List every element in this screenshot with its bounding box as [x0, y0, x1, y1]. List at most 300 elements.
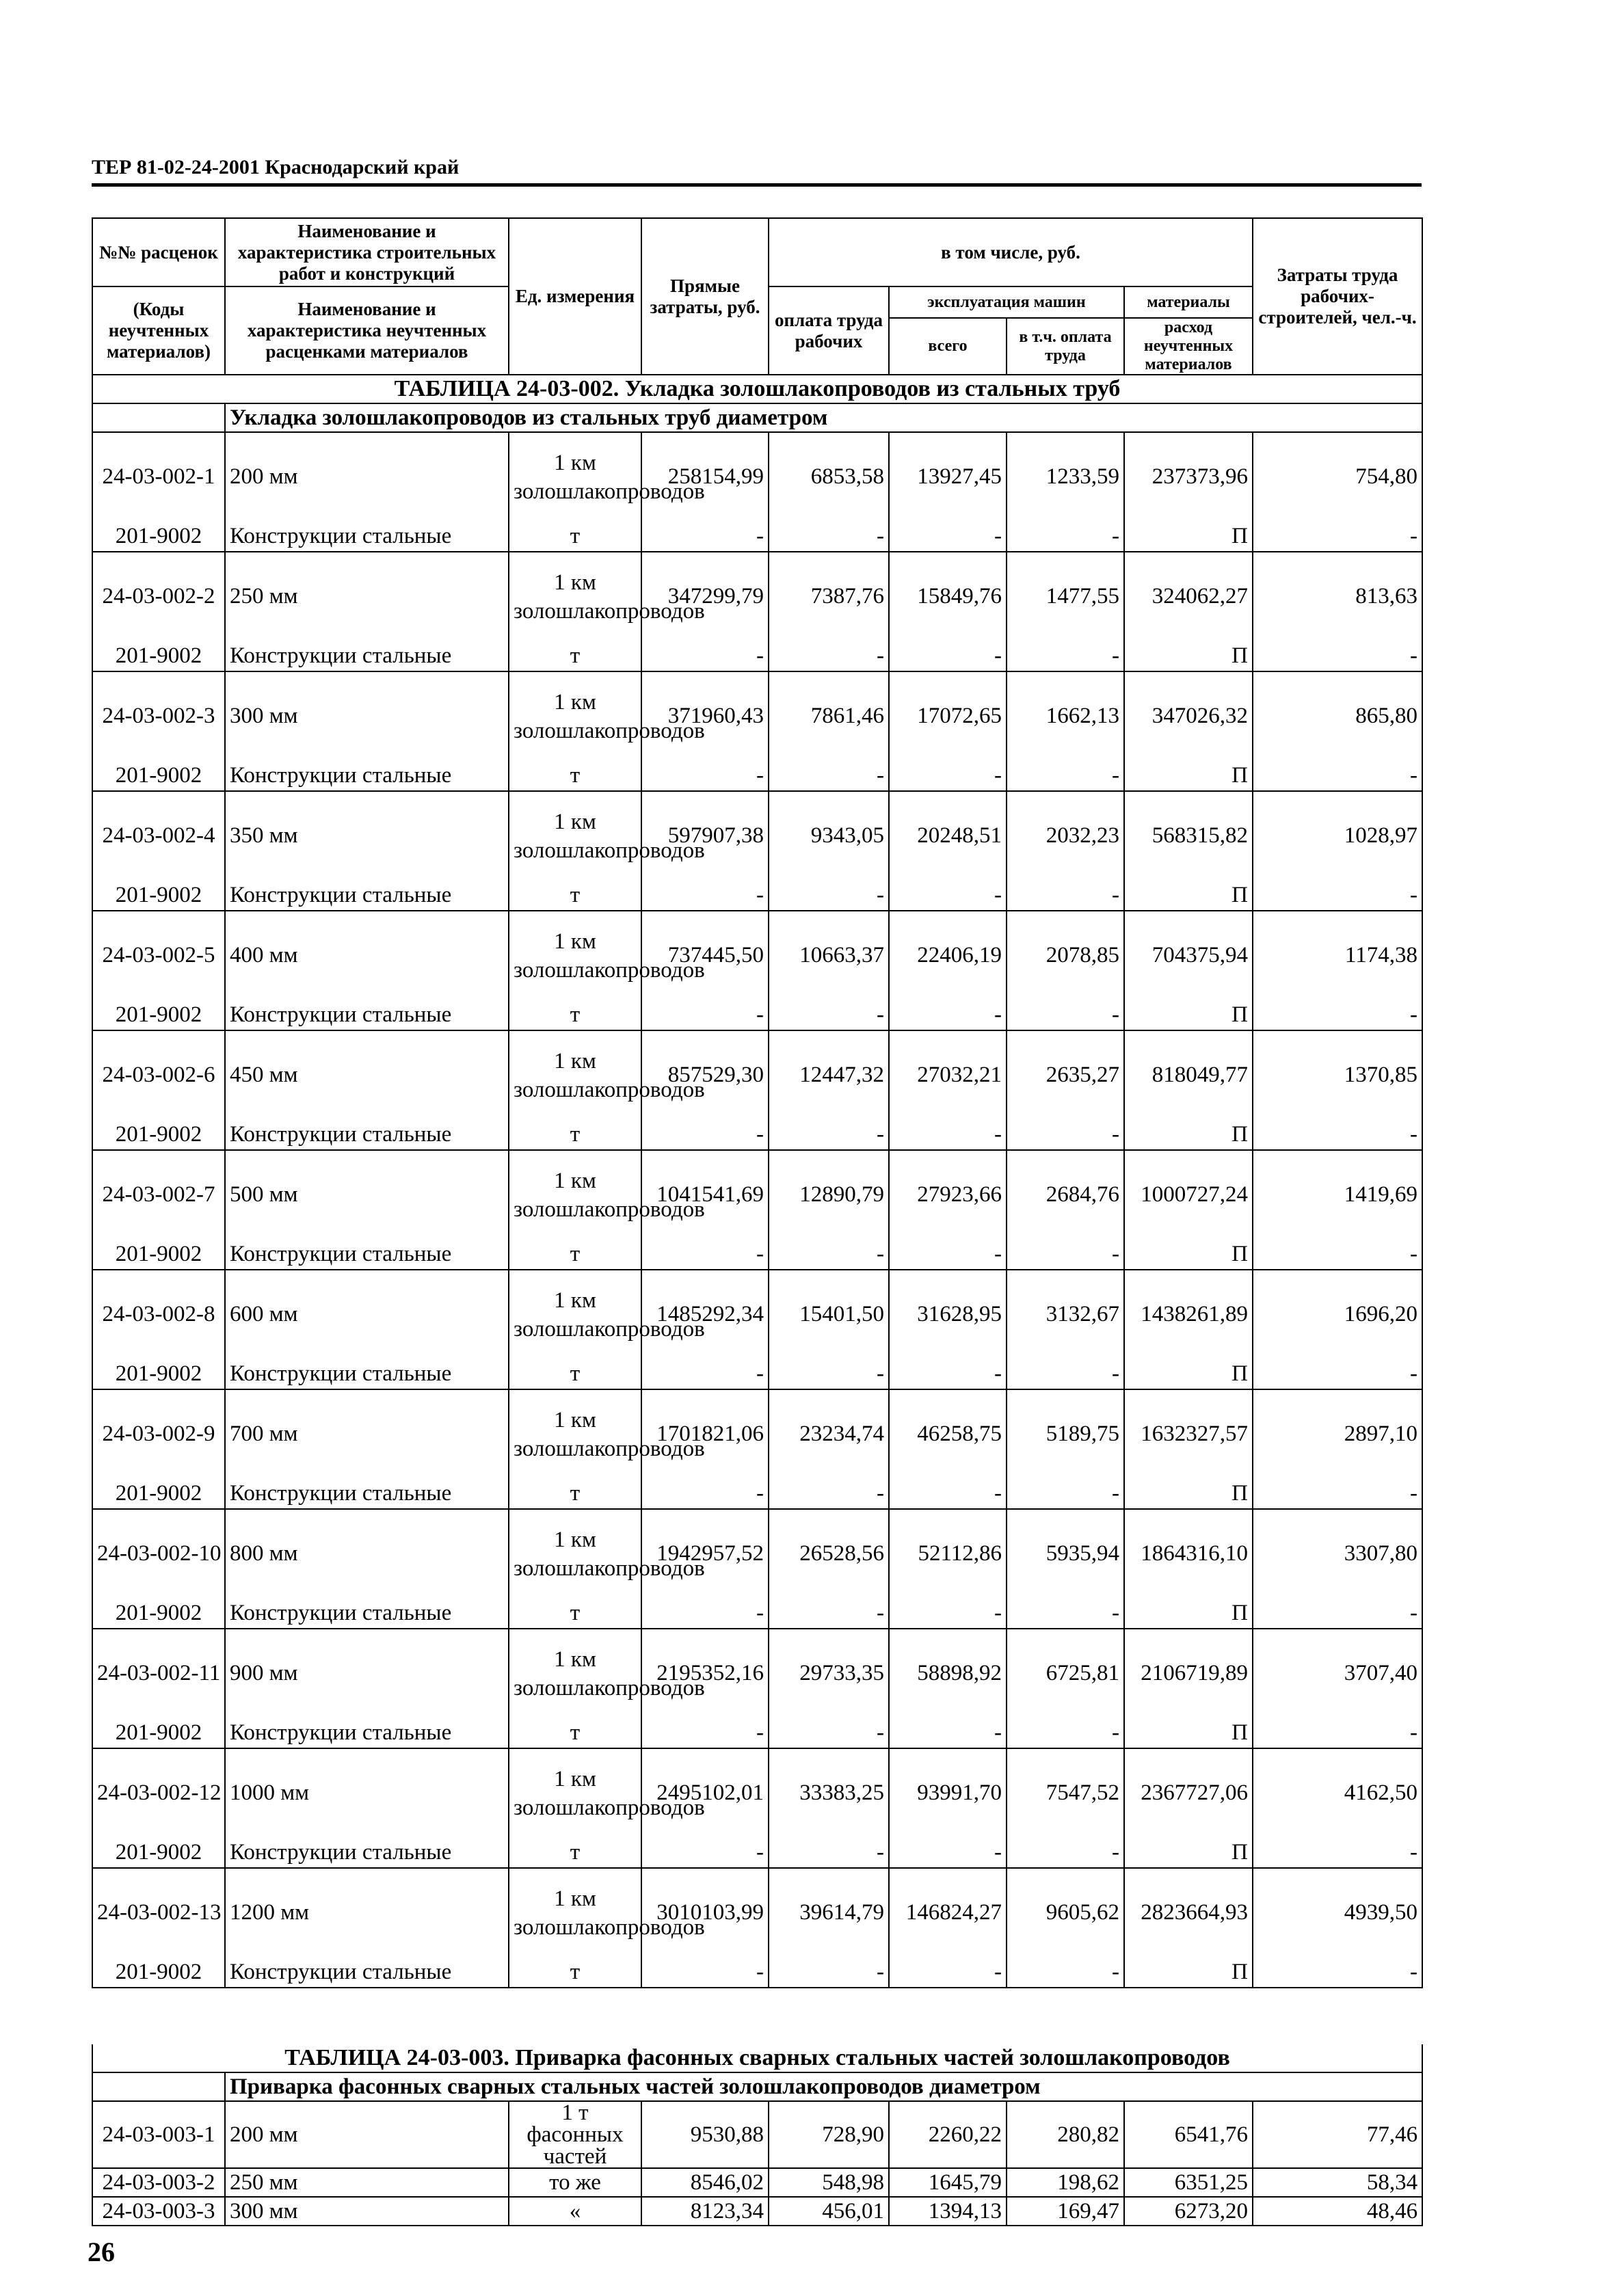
col-header-machines: эксплуатация машин [889, 286, 1124, 318]
material-row [92, 641, 1422, 671]
material-name: Конструкции стальные [225, 1119, 509, 1150]
material-unit: т [509, 641, 641, 671]
dash: - [769, 1837, 889, 1868]
table-row [92, 671, 1422, 760]
table-title: ТАБЛИЦА 24-03-002. Укладка золошлакопроводов из стальных труб [92, 375, 1422, 403]
work-name: 350 мм [225, 791, 509, 880]
unit: 1 км золошлакопроводов [509, 1629, 641, 1718]
rate-code: 24-03-002-13 [92, 1868, 225, 1957]
labor-hours: 4939,50 [1253, 1868, 1422, 1957]
table-row [92, 2168, 1422, 2197]
dash: - [641, 1239, 769, 1270]
col-header-machines-total: всего [889, 318, 1007, 375]
material-row [92, 760, 1422, 791]
dash: - [769, 1718, 889, 1748]
dash: - [1253, 1837, 1422, 1868]
material-mark: П [1124, 1119, 1253, 1150]
material-name: Конструкции стальные [225, 1837, 509, 1868]
labor-hours: 813,63 [1253, 552, 1422, 641]
unit: то же [509, 2168, 641, 2197]
direct-cost: 258154,99 [641, 432, 769, 521]
machines-total: 13927,45 [889, 432, 1007, 521]
dash: - [889, 1598, 1007, 1629]
table-row [92, 791, 1422, 880]
materials: 324062,27 [1124, 552, 1253, 641]
material-name: Конструкции стальные [225, 1359, 509, 1389]
machines-total: 17072,65 [889, 671, 1007, 760]
material-mark: П [1124, 1837, 1253, 1868]
material-name: Конструкции стальные [225, 760, 509, 791]
labor-pay: 728,90 [769, 2101, 889, 2168]
running-header: ТЕР 81-02-24-2001 Краснодарский край [92, 156, 460, 178]
machines-labor: 2635,27 [1007, 1030, 1124, 1119]
material-mark: П [1124, 641, 1253, 671]
dash: - [1253, 641, 1422, 671]
machines-total: 20248,51 [889, 791, 1007, 880]
dash: - [641, 641, 769, 671]
col-header-labor-hours: Затраты труда рабочих-строителей, чел.-ч. [1253, 218, 1422, 375]
unit: 1 км золошлакопроводов [509, 1748, 641, 1837]
direct-cost: 8123,34 [641, 2197, 769, 2226]
material-mark: П [1124, 521, 1253, 552]
material-unit: т [509, 1718, 641, 1748]
material-name: Конструкции стальные [225, 1598, 509, 1629]
machines-labor: 198,62 [1007, 2168, 1124, 2197]
machines-labor: 7547,52 [1007, 1748, 1124, 1837]
direct-cost: 3010103,99 [641, 1868, 769, 1957]
rate-code: 24-03-002-2 [92, 552, 225, 641]
material-code: 201-9002 [92, 1478, 225, 1509]
labor-hours: 1419,69 [1253, 1150, 1422, 1239]
labor-pay: 548,98 [769, 2168, 889, 2197]
col-header-material-name: Наименование и характеристика неучтенных расценками материалов [225, 286, 509, 375]
labor-hours: 58,34 [1253, 2168, 1422, 2197]
material-mark: П [1124, 1000, 1253, 1030]
materials: 1438261,89 [1124, 1270, 1253, 1359]
unit: 1 км золошлакопроводов [509, 1150, 641, 1239]
labor-pay: 29733,35 [769, 1629, 889, 1718]
machines-total: 1394,13 [889, 2197, 1007, 2226]
machines-total: 31628,95 [889, 1270, 1007, 1359]
material-row [92, 1837, 1422, 1868]
materials: 1000727,24 [1124, 1150, 1253, 1239]
dash: - [641, 1957, 769, 1988]
dash: - [641, 1478, 769, 1509]
material-row [92, 880, 1422, 911]
table-subtitle: Приварка фасонных сварных стальных частей золошлакопроводов диаметром [225, 2072, 1422, 2101]
labor-hours: 77,46 [1253, 2101, 1422, 2168]
labor-hours: 865,80 [1253, 671, 1422, 760]
dash: - [641, 880, 769, 911]
material-unit: т [509, 521, 641, 552]
dash: - [641, 1598, 769, 1629]
machines-labor: 6725,81 [1007, 1629, 1124, 1718]
material-unit: т [509, 1957, 641, 1988]
work-name: 250 мм [225, 2168, 509, 2197]
direct-cost: 1485292,34 [641, 1270, 769, 1359]
dash: - [1007, 1837, 1124, 1868]
rate-code: 24-03-002-7 [92, 1150, 225, 1239]
labor-pay: 26528,56 [769, 1509, 889, 1598]
col-header-machines-labor: в т.ч. оплата труда [1007, 318, 1124, 375]
dash: - [1007, 1718, 1124, 1748]
material-name: Конструкции стальные [225, 1957, 509, 1988]
labor-pay: 6853,58 [769, 432, 889, 521]
dash: - [1007, 1239, 1124, 1270]
direct-cost: 347299,79 [641, 552, 769, 641]
direct-cost: 9530,88 [641, 2101, 769, 2168]
labor-pay: 15401,50 [769, 1270, 889, 1359]
machines-total: 1645,79 [889, 2168, 1007, 2197]
material-mark: П [1124, 1718, 1253, 1748]
material-code: 201-9002 [92, 1598, 225, 1629]
machines-labor: 5935,94 [1007, 1509, 1124, 1598]
machines-labor: 1662,13 [1007, 671, 1124, 760]
dash: - [769, 1239, 889, 1270]
labor-hours: 1028,97 [1253, 791, 1422, 880]
machines-labor: 169,47 [1007, 2197, 1124, 2226]
labor-pay: 12890,79 [769, 1150, 889, 1239]
work-name: 1000 мм [225, 1748, 509, 1837]
machines-labor: 9605,62 [1007, 1868, 1124, 1957]
material-unit: т [509, 1478, 641, 1509]
col-header-materials: материалы [1124, 286, 1253, 318]
work-name: 400 мм [225, 911, 509, 1000]
dash: - [889, 1239, 1007, 1270]
dash: - [1007, 1957, 1124, 1988]
dash: - [1253, 1000, 1422, 1030]
table-row [92, 1509, 1422, 1598]
material-code: 201-9002 [92, 1359, 225, 1389]
dash: - [641, 760, 769, 791]
material-unit: т [509, 1239, 641, 1270]
col-header-labor-pay: оплата труда рабочих [769, 286, 889, 375]
material-mark: П [1124, 880, 1253, 911]
material-code: 201-9002 [92, 1000, 225, 1030]
machines-labor: 1233,59 [1007, 432, 1124, 521]
material-unit: т [509, 1119, 641, 1150]
material-name: Конструкции стальные [225, 641, 509, 671]
dash: - [1253, 521, 1422, 552]
labor-pay: 9343,05 [769, 791, 889, 880]
dash: - [769, 1478, 889, 1509]
rate-code: 24-03-002-3 [92, 671, 225, 760]
unit: 1 км золошлакопроводов [509, 791, 641, 880]
dash: - [889, 1119, 1007, 1150]
machines-total: 93991,70 [889, 1748, 1007, 1837]
machines-total: 27032,21 [889, 1030, 1007, 1119]
material-name: Конструкции стальные [225, 880, 509, 911]
material-mark: П [1124, 1359, 1253, 1389]
dash: - [1007, 1478, 1124, 1509]
col-header-including: в том числе, руб. [769, 218, 1253, 286]
labor-pay: 23234,74 [769, 1389, 889, 1478]
machines-labor: 1477,55 [1007, 552, 1124, 641]
material-unit: т [509, 1837, 641, 1868]
materials: 2106719,89 [1124, 1629, 1253, 1718]
material-name: Конструкции стальные [225, 1718, 509, 1748]
machines-total: 46258,75 [889, 1389, 1007, 1478]
dash: - [769, 641, 889, 671]
material-row [92, 1000, 1422, 1030]
materials: 1864316,10 [1124, 1509, 1253, 1598]
unit: 1 км золошлакопроводов [509, 1509, 641, 1598]
rate-code: 24-03-002-8 [92, 1270, 225, 1359]
dash: - [641, 1359, 769, 1389]
dash: - [1253, 1239, 1422, 1270]
rate-code: 24-03-002-5 [92, 911, 225, 1000]
materials: 818049,77 [1124, 1030, 1253, 1119]
labor-pay: 7861,46 [769, 671, 889, 760]
rate-code: 24-03-002-6 [92, 1030, 225, 1119]
machines-total: 52112,86 [889, 1509, 1007, 1598]
machines-labor: 2684,76 [1007, 1150, 1124, 1239]
dash: - [889, 1837, 1007, 1868]
unit: 1 км золошлакопроводов [509, 1868, 641, 1957]
material-row [92, 1239, 1422, 1270]
material-row [92, 1718, 1422, 1748]
work-name: 450 мм [225, 1030, 509, 1119]
dash: - [769, 1119, 889, 1150]
direct-cost: 1701821,06 [641, 1389, 769, 1478]
machines-total: 22406,19 [889, 911, 1007, 1000]
labor-pay: 7387,76 [769, 552, 889, 641]
machines-total: 27923,66 [889, 1150, 1007, 1239]
machines-total: 15849,76 [889, 552, 1007, 641]
dash: - [889, 880, 1007, 911]
table-row [92, 1150, 1422, 1239]
labor-pay: 10663,37 [769, 911, 889, 1000]
subtitle-spacer [92, 2072, 225, 2101]
subtitle-spacer [92, 403, 225, 432]
dash: - [769, 1957, 889, 1988]
labor-pay: 456,01 [769, 2197, 889, 2226]
labor-hours: 3307,80 [1253, 1509, 1422, 1598]
dash: - [641, 1837, 769, 1868]
dash: - [641, 521, 769, 552]
table-row [92, 1868, 1422, 1957]
rate-code: 24-03-002-10 [92, 1509, 225, 1598]
rate-code: 24-03-002-11 [92, 1629, 225, 1718]
direct-cost: 857529,30 [641, 1030, 769, 1119]
materials: 2823664,93 [1124, 1868, 1253, 1957]
dash: - [889, 1000, 1007, 1030]
dash: - [1253, 1359, 1422, 1389]
dash: - [1253, 880, 1422, 911]
unit: 1 км золошлакопроводов [509, 911, 641, 1000]
rate-code: 24-03-003-2 [92, 2168, 225, 2197]
work-name: 300 мм [225, 2197, 509, 2226]
dash: - [769, 521, 889, 552]
material-name: Конструкции стальные [225, 1478, 509, 1509]
material-code: 201-9002 [92, 1837, 225, 1868]
work-name: 200 мм [225, 2101, 509, 2168]
material-mark: П [1124, 1478, 1253, 1509]
unit: 1 км золошлакопроводов [509, 1270, 641, 1359]
machines-total: 2260,22 [889, 2101, 1007, 2168]
machines-labor: 5189,75 [1007, 1389, 1124, 1478]
direct-cost: 2195352,16 [641, 1629, 769, 1718]
table-row [92, 432, 1422, 521]
materials: 6351,25 [1124, 2168, 1253, 2197]
material-name: Конструкции стальные [225, 1239, 509, 1270]
dash: - [889, 1957, 1007, 1988]
dash: - [1253, 1119, 1422, 1150]
dash: - [889, 641, 1007, 671]
table-row [92, 1270, 1422, 1359]
dash: - [889, 1718, 1007, 1748]
machines-labor: 2032,23 [1007, 791, 1124, 880]
labor-pay: 12447,32 [769, 1030, 889, 1119]
direct-cost: 1942957,52 [641, 1509, 769, 1598]
rates-table-24-03-002 [92, 217, 1423, 1988]
col-header-code: №№ расценок [92, 218, 225, 286]
work-name: 1200 мм [225, 1868, 509, 1957]
labor-hours: 1174,38 [1253, 911, 1422, 1000]
table-row [92, 2197, 1422, 2226]
unit: 1 км золошлакопроводов [509, 1389, 641, 1478]
material-row [92, 1119, 1422, 1150]
unit: 1 км золошлакопроводов [509, 552, 641, 641]
material-code: 201-9002 [92, 880, 225, 911]
dash: - [889, 521, 1007, 552]
materials: 6273,20 [1124, 2197, 1253, 2226]
unit: 1 км золошлакопроводов [509, 1030, 641, 1119]
unit: 1 т фасонных частей [509, 2101, 641, 2168]
material-mark: П [1124, 1598, 1253, 1629]
materials: 237373,96 [1124, 432, 1253, 521]
direct-cost: 2495102,01 [641, 1748, 769, 1837]
dash: - [1007, 1000, 1124, 1030]
dash: - [1253, 1598, 1422, 1629]
table-row [92, 2101, 1422, 2168]
material-name: Конструкции стальные [225, 1000, 509, 1030]
material-row [92, 1478, 1422, 1509]
materials: 1632327,57 [1124, 1389, 1253, 1478]
dash: - [889, 1359, 1007, 1389]
dash: - [1007, 1119, 1124, 1150]
table-title: ТАБЛИЦА 24-03-003. Приварка фасонных сварных стальных частей золошлакопроводов [92, 2044, 1422, 2072]
labor-pay: 33383,25 [769, 1748, 889, 1837]
labor-hours: 48,46 [1253, 2197, 1422, 2226]
material-code: 201-9002 [92, 760, 225, 791]
dash: - [769, 1000, 889, 1030]
labor-hours: 2897,10 [1253, 1389, 1422, 1478]
labor-pay: 39614,79 [769, 1868, 889, 1957]
work-name: 700 мм [225, 1389, 509, 1478]
labor-hours: 1696,20 [1253, 1270, 1422, 1359]
machines-labor: 280,82 [1007, 2101, 1124, 2168]
material-row [92, 1359, 1422, 1389]
dash: - [769, 1359, 889, 1389]
material-row [92, 1957, 1422, 1988]
direct-cost: 371960,43 [641, 671, 769, 760]
dash: - [889, 760, 1007, 791]
work-name: 200 мм [225, 432, 509, 521]
rate-code: 24-03-002-4 [92, 791, 225, 880]
unit: 1 км золошлакопроводов [509, 432, 641, 521]
unit: « [509, 2197, 641, 2226]
labor-hours: 3707,40 [1253, 1629, 1422, 1718]
work-name: 900 мм [225, 1629, 509, 1718]
material-unit: т [509, 880, 641, 911]
material-code: 201-9002 [92, 1957, 225, 1988]
col-header-materials-unaccounted: расход неучтенных материалов [1124, 318, 1253, 375]
materials: 347026,32 [1124, 671, 1253, 760]
dash: - [1253, 1478, 1422, 1509]
material-mark: П [1124, 1239, 1253, 1270]
material-code: 201-9002 [92, 641, 225, 671]
work-name: 800 мм [225, 1509, 509, 1598]
material-code: 201-9002 [92, 1718, 225, 1748]
dash: - [1253, 1718, 1422, 1748]
dash: - [641, 1000, 769, 1030]
material-name: Конструкции стальные [225, 521, 509, 552]
work-name: 250 мм [225, 552, 509, 641]
dash: - [1007, 760, 1124, 791]
rates-table-24-03-003 [92, 2044, 1423, 2226]
materials: 704375,94 [1124, 911, 1253, 1000]
machines-labor: 3132,67 [1007, 1270, 1124, 1359]
col-header-unit: Ед. измерения [509, 218, 641, 375]
labor-hours: 754,80 [1253, 432, 1422, 521]
col-header-material-code: (Коды неучтенных материалов) [92, 286, 225, 375]
machines-total: 58898,92 [889, 1629, 1007, 1718]
unit: 1 км золошлакопроводов [509, 671, 641, 760]
table-row [92, 552, 1422, 641]
materials: 6541,76 [1124, 2101, 1253, 2168]
material-code: 201-9002 [92, 521, 225, 552]
dash: - [641, 1119, 769, 1150]
dash: - [769, 760, 889, 791]
work-name: 600 мм [225, 1270, 509, 1359]
labor-hours: 1370,85 [1253, 1030, 1422, 1119]
machines-total: 146824,27 [889, 1868, 1007, 1957]
table-row [92, 1030, 1422, 1119]
material-row [92, 521, 1422, 552]
dash: - [1007, 1359, 1124, 1389]
rate-code: 24-03-003-3 [92, 2197, 225, 2226]
table-row [92, 1389, 1422, 1478]
table-row [92, 1629, 1422, 1718]
dash: - [1253, 1957, 1422, 1988]
table-row [92, 1748, 1422, 1837]
material-unit: т [509, 1359, 641, 1389]
direct-cost: 597907,38 [641, 791, 769, 880]
page-number: 26 [88, 2237, 115, 2267]
rate-code: 24-03-002-12 [92, 1748, 225, 1837]
direct-cost: 8546,02 [641, 2168, 769, 2197]
dash: - [641, 1718, 769, 1748]
material-row [92, 1598, 1422, 1629]
rate-code: 24-03-003-1 [92, 2101, 225, 2168]
table-row [92, 911, 1422, 1000]
rate-code: 24-03-002-9 [92, 1389, 225, 1478]
machines-labor: 2078,85 [1007, 911, 1124, 1000]
material-unit: т [509, 760, 641, 791]
dash: - [889, 1478, 1007, 1509]
dash: - [1007, 641, 1124, 671]
dash: - [769, 1598, 889, 1629]
dash: - [1007, 521, 1124, 552]
dash: - [1253, 760, 1422, 791]
material-mark: П [1124, 760, 1253, 791]
dash: - [1007, 880, 1124, 911]
col-header-direct: Прямые затраты, руб. [641, 218, 769, 375]
table-subtitle: Укладка золошлакопроводов из стальных труб диаметром [225, 403, 1422, 432]
col-header-name: Наименование и характеристика строительных работ и конструкций [225, 218, 509, 286]
labor-hours: 4162,50 [1253, 1748, 1422, 1837]
